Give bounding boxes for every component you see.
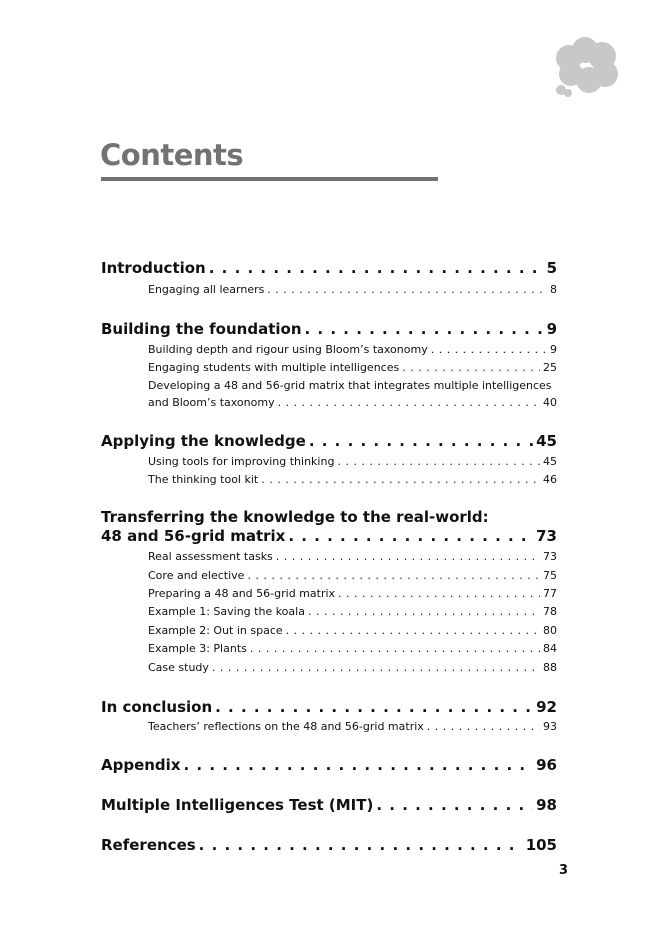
toc-item-title-line1[interactable]: Developing a 48 and 56-grid matrix that integrates multiple intelligences [148,379,552,392]
toc-section-title: Building the foundation [101,320,302,338]
toc-item[interactable] [148,587,557,600]
toc-section-title: Applying the knowledge [101,432,306,450]
leader-dots [215,698,533,716]
toc-section-introduction[interactable] [101,259,557,277]
toc-item-title: Preparing a 48 and 56-grid matrix [148,587,336,600]
toc-page-number: 9 [550,343,557,356]
leader-dots [247,569,540,582]
toc-page-number: 73 [543,550,557,563]
toc-section-references[interactable] [101,836,557,854]
leader-dots [267,283,547,296]
toc-item-title: Teachers’ reflections on the 48 and 56-grid matrix [148,720,424,733]
toc-page-number: 40 [543,396,557,409]
toc-section-title: References [101,836,196,854]
toc-page-number: 77 [543,587,557,600]
toc-section-title: In conclusion [101,698,213,716]
toc-item[interactable] [148,720,557,733]
toc-item-title: Building depth and rigour using Bloom’s taxonomy [148,343,428,356]
toc-section-title-line1[interactable]: Transferring the knowledge to the real-world: [101,508,489,526]
toc-item[interactable] [148,473,557,486]
toc-section-transferring-the-knowledge[interactable] [101,527,557,545]
toc-item-title: Real assessment tasks [148,550,273,563]
page-number: 3 [559,863,569,878]
toc-page-number: 93 [543,720,557,733]
toc-item-title: The thinking tool kit [148,473,259,486]
leader-dots [309,432,533,450]
toc-page-number: 80 [543,624,557,637]
toc-page-number: 92 [536,698,557,716]
leader-dots [212,661,540,674]
leader-dots [402,361,540,374]
toc-item[interactable] [148,642,557,655]
toc-item-title: Case study [148,661,209,674]
toc-page-number: 75 [543,569,557,582]
toc-item-title: Example 3: Plants [148,642,247,655]
toc-page-number: 105 [525,836,557,854]
title-underline [101,177,438,181]
toc-section-title: 48 and 56-grid matrix [101,527,286,545]
leader-dots [209,259,544,277]
toc-item-title: Core and elective [148,569,245,582]
toc-section-title: Multiple Intelligences Test (MIT) [101,796,374,814]
toc-item[interactable] [148,396,557,409]
leader-dots [250,642,540,655]
toc-page-number: 96 [536,756,557,774]
toc-page-number: 73 [536,527,557,545]
leader-dots [288,527,533,545]
leader-dots [431,343,547,356]
toc-item[interactable] [148,569,557,582]
toc-page-number: 5 [546,259,557,277]
toc-item[interactable] [148,605,557,618]
toc-section-title: Introduction [101,259,206,277]
toc-section-in-conclusion[interactable] [101,698,557,716]
toc-section-building-the-foundation[interactable] [101,320,557,338]
toc-page-number: 45 [536,432,557,450]
toc-item-title: Engaging all learners [148,283,265,296]
toc-section-applying-the-knowledge[interactable] [101,432,557,450]
leader-dots [376,796,533,814]
toc-item-title: Engaging students with multiple intelligences [148,361,400,374]
toc-page-number: 25 [543,361,557,374]
cloud-icon [549,36,621,100]
toc-section-appendix[interactable] [101,756,557,774]
toc-page-number: 78 [543,605,557,618]
toc-page-number: 45 [543,455,557,468]
toc-section-title: Appendix [101,756,181,774]
toc-item[interactable] [148,624,557,637]
leader-dots [199,836,523,854]
toc-page-number: 84 [543,642,557,655]
leader-dots [305,320,544,338]
leader-dots [308,605,540,618]
toc-item-title: and Bloom’s taxonomy [148,396,275,409]
toc-item-title: Example 2: Out in space [148,624,283,637]
leader-dots [184,756,534,774]
toc-item-title: Example 1: Saving the koala [148,605,305,618]
leader-dots [261,473,540,486]
page-title: Contents [100,138,244,172]
toc-item[interactable] [148,283,557,296]
toc-item[interactable] [148,343,557,356]
toc-item[interactable] [148,455,557,468]
leader-dots [286,624,540,637]
leader-dots [338,587,540,600]
leader-dots [337,455,540,468]
toc-page-number: 46 [543,473,557,486]
leader-dots [427,720,540,733]
toc-page-number: 98 [536,796,557,814]
toc-page-number: 8 [550,283,557,296]
toc-page-number: 9 [546,320,557,338]
leader-dots [276,550,540,563]
toc-item[interactable] [148,661,557,674]
toc-item[interactable] [148,361,557,374]
toc-item-title: Using tools for improving thinking [148,455,335,468]
toc-section-multiple-intelligences-test[interactable] [101,796,557,814]
toc-item[interactable] [148,550,557,563]
leader-dots [278,396,540,409]
toc-page-number: 88 [543,661,557,674]
